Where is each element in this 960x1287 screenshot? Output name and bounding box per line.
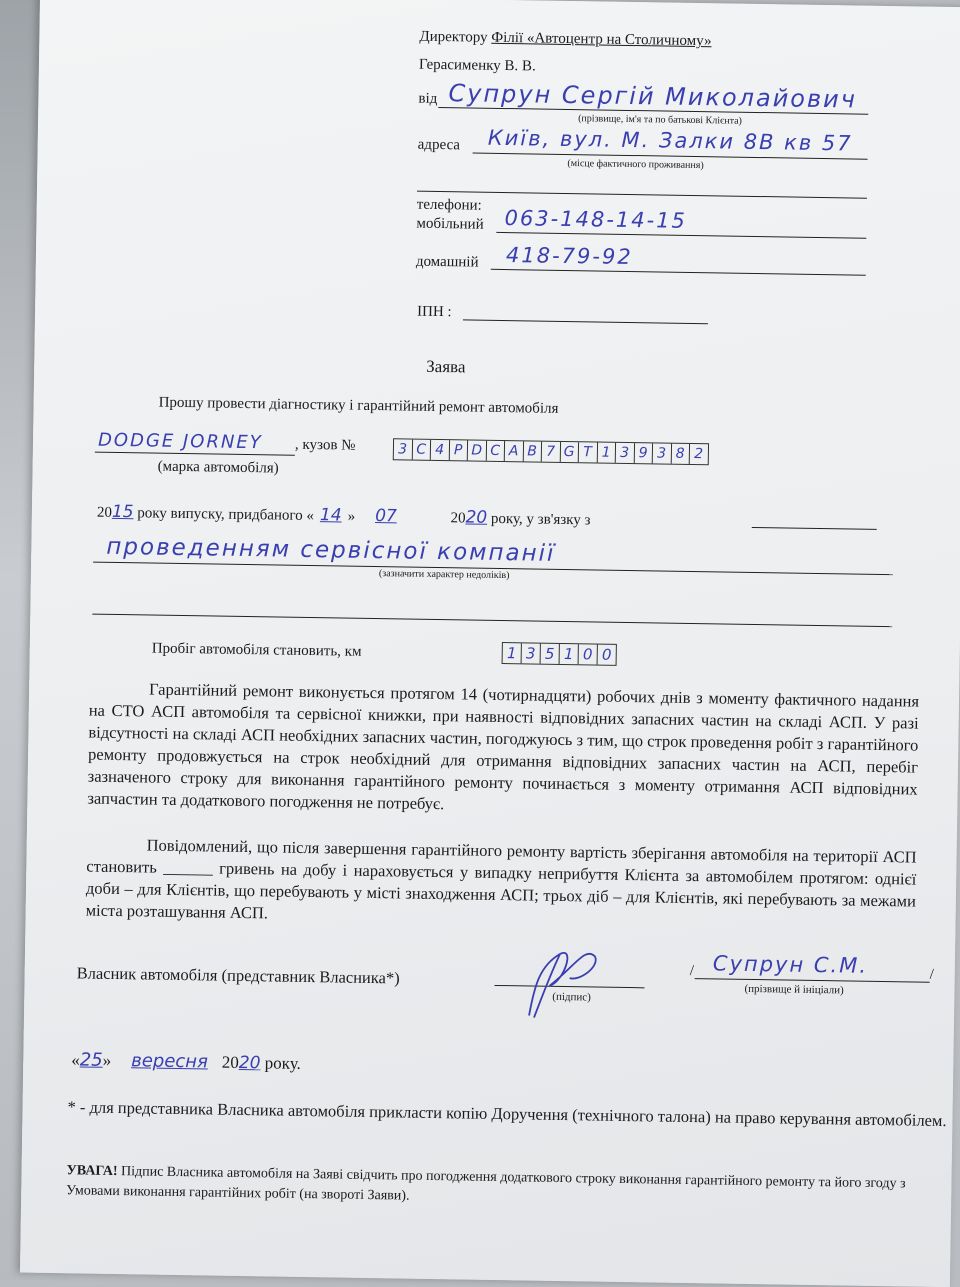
mileage-boxes	[502, 642, 617, 666]
addressee-org: Філії «Автоцентр на Столичному»	[491, 29, 712, 50]
signature-caption: (підпис)	[552, 990, 591, 1004]
paragraph-storage-terms: Повідомлений, що після завершення гарантійного ремонту вартість зберігання автомобіля на території АСП становить ______ гривень на добу і нараховується у випадку неприбуття Клієнта за автомобілем протягом: однієї доби – для Клієнтів, що перебувають у місті знаходження АСП; трьох діб – для Клієнтів, які перебувають за межами міста розташування АСП.	[85, 835, 917, 923]
owner-label: Власник автомобіля (представник Власника*)	[76, 963, 400, 988]
warning-label: УВАГА!	[66, 1163, 118, 1180]
mobile-label: мобільний	[416, 215, 484, 233]
car-model-value: DODGE JORNEY	[97, 429, 263, 454]
vin-char: A	[505, 441, 524, 461]
addressee-title: Директору	[419, 28, 488, 46]
year-text: року випуску, придбаного «	[137, 505, 315, 525]
application-sheet	[20, 0, 960, 1287]
vin-char: 8	[671, 444, 690, 464]
date-year-prefix: 20	[221, 1052, 240, 1072]
inn-label: ІПН :	[416, 303, 452, 321]
mileage-digit: 0	[601, 645, 612, 664]
home-phone-value: 418-79-92	[505, 243, 633, 270]
vin-char: 3	[616, 443, 635, 463]
mileage-digit: 3	[522, 643, 541, 663]
mileage-digit: 5	[541, 644, 560, 664]
from-value: Супрун Сергій Миколайович	[448, 79, 858, 114]
year-prefix: 20	[96, 504, 113, 521]
car-model-caption: (марка автомобіля)	[157, 458, 279, 477]
vin-char: 2	[694, 446, 704, 463]
date-month: вересня	[131, 1050, 209, 1073]
vin-char: 1	[597, 443, 616, 463]
quote-close: »	[347, 508, 356, 525]
mileage-label: Пробіг автомобіля становить, км	[151, 640, 362, 660]
address-caption: (місце фактичного проживання)	[567, 158, 704, 172]
mileage-digit: 0	[579, 644, 598, 664]
vin-char: 9	[634, 443, 653, 463]
blank-line	[417, 191, 867, 199]
reason-line	[752, 527, 877, 530]
date-line	[71, 1049, 301, 1074]
vin-char: P	[449, 440, 468, 460]
home-phone-line	[491, 269, 866, 276]
name-caption: (прізвище й ініціали)	[744, 982, 844, 997]
name-slash-close: /	[929, 966, 935, 983]
inn-line	[463, 319, 708, 324]
vin-char: D	[468, 440, 487, 460]
mileage-digit: 1	[503, 643, 522, 663]
document-title: Заява	[426, 356, 466, 377]
phones-label: телефони:	[416, 196, 482, 214]
date-year: 20	[238, 1052, 261, 1074]
mobile-value: 063-148-14-15	[504, 206, 688, 233]
request-intro: Прошу провести діагностику і гарантійний ремонт автомобіля	[158, 394, 559, 417]
from-label: від	[418, 90, 438, 107]
car-model-line	[95, 452, 295, 456]
vin-char: C	[486, 441, 505, 461]
body-number-label: , кузов №	[294, 436, 356, 454]
date-day: 25	[79, 1049, 103, 1071]
vin-char: T	[579, 442, 598, 462]
purchase-year-prefix: 20	[450, 510, 466, 527]
mileage-digit: 1	[560, 644, 579, 664]
address-label: адреса	[417, 136, 461, 154]
vin-char: B	[523, 441, 542, 461]
name-slash-open: /	[689, 963, 695, 980]
date-year-word: року.	[264, 1053, 301, 1073]
footnote: * - для представника Власника автомобіля прикласти копію Доручення (технічного талона) на право керування автомобілем.	[67, 1097, 947, 1131]
name-line	[695, 978, 930, 983]
year-line	[97, 502, 591, 530]
addressee-name: Герасименку В. В.	[418, 56, 536, 75]
address-value: Київ, вул. М. Залки 8В кв 57	[487, 125, 853, 156]
warning-text: Підпис Власника автомобіля на Заяві свідчить про погодження додаткового строку виконання гарантійного ремонту та його згоду з Умовами виконання гарантійних робіт (на звороті Заяви).	[66, 1164, 906, 1204]
warning-note	[66, 1161, 952, 1215]
defect-value: проведенням сервісної компанії	[106, 533, 556, 567]
purchase-day: 14	[319, 505, 342, 526]
purchase-year: 20	[465, 507, 488, 528]
vin-char: 3	[394, 439, 413, 459]
name-value: Супрун С.М.	[712, 951, 869, 978]
from-caption: (прізвище, ім'я та по батькові Клієнта)	[578, 113, 743, 127]
vin-char: 4	[431, 440, 450, 460]
vin-char: G	[560, 442, 579, 462]
reason-text: року, у зв'язку з	[490, 510, 591, 529]
defect-line-2	[92, 614, 892, 628]
date-quote-open: «	[71, 1050, 80, 1070]
paragraph-warranty-terms: Гарантійний ремонт виконується протягом 14 (чотирнадцяти) робочих днів з моменту фактичного надання на СТО АСП автомобіля та сервісної книжки, при наявності відповідних запасних частин на складі АСП. У разі відсутності на складі АСП необхідних запасних частин, погоджуюсь з тим, що строк проведення робіт з гарантійного ремонту продовжується на строк необхідний для отримання відповідних запасних частин на АСП, перебіг зазначеного строку для виконання гарантійного ремонту починається з моменту отримання АСП відповідних запчастин та додаткового погодження не потребує.	[87, 679, 920, 814]
vin-char: C	[412, 440, 431, 460]
addressee-line	[419, 29, 711, 51]
vin-char: 7	[542, 442, 561, 462]
year-value: 15	[111, 501, 134, 523]
home-phone-label: домашній	[415, 253, 479, 271]
date-quote-close: »	[102, 1050, 112, 1070]
vin-char: 3	[653, 443, 672, 463]
purchase-month: 07	[374, 506, 397, 527]
defect-caption: (зазначити характер недоліків)	[378, 568, 510, 582]
mobile-line	[496, 232, 866, 239]
signature-mark	[504, 935, 615, 1027]
vin-boxes	[393, 438, 709, 465]
